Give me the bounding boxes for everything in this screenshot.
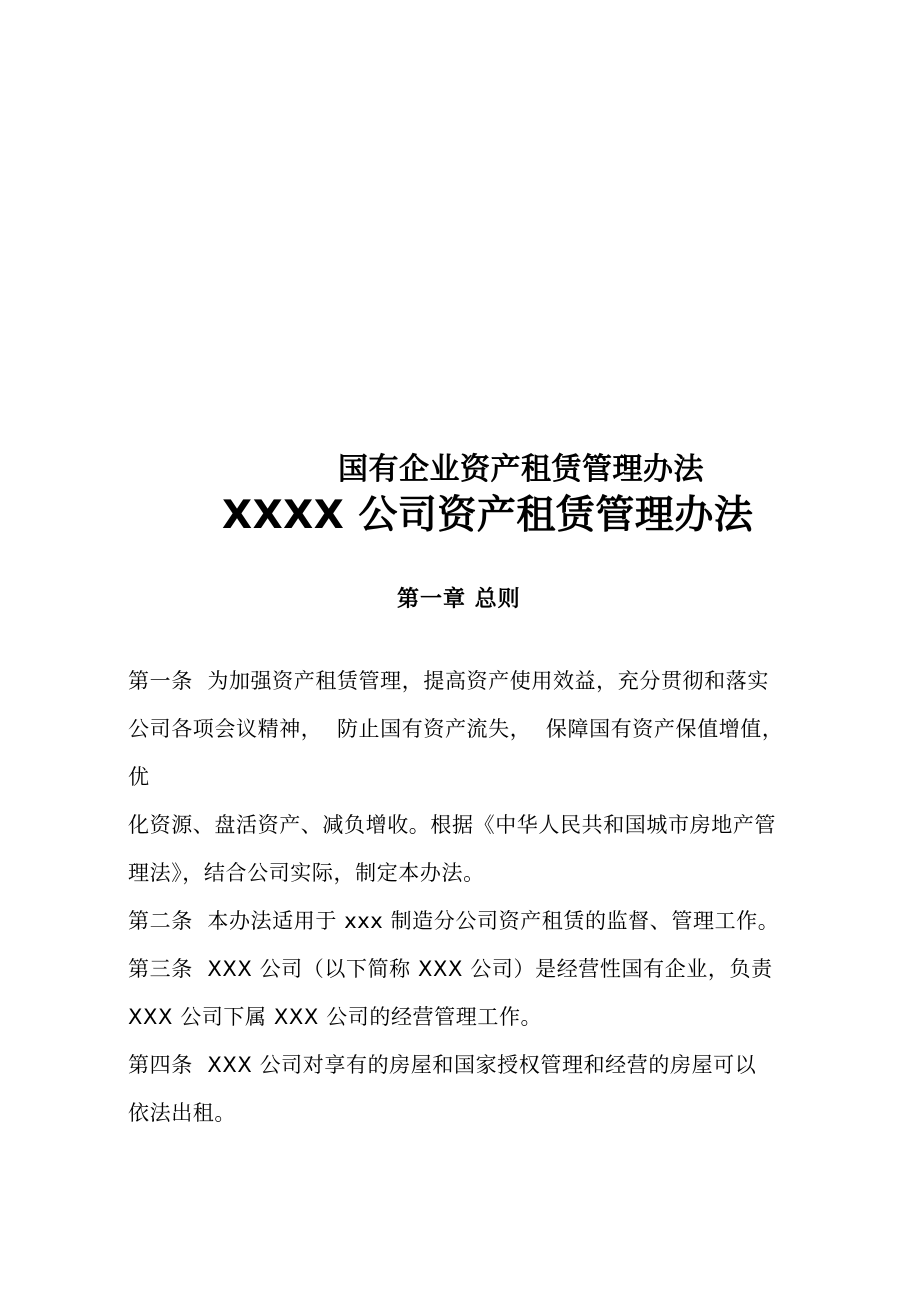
document-title-line2: XXXX 公司资产租赁管理办法 (222, 493, 754, 538)
body-line: 优 (128, 765, 150, 789)
body-line: 理法》，结合公司实际，制定本办法。 (128, 861, 485, 885)
body-line: 化资源、盘活资产、减负增收。根据《中华人民共和国城市房地产管 (128, 813, 776, 837)
chapter-heading: 第一章 总则 (397, 587, 521, 612)
body-line: XXX 公司下属 XXX 公司的经营管理工作。 (128, 1005, 543, 1029)
document-title-line1: 国有企业资产租赁管理办法 (338, 452, 704, 487)
body-line: 依法出租。 (128, 1101, 236, 1125)
body-line: 第二条 本办法适用于 xxx 制造分公司资产租赁的监督、管理工作。 (128, 909, 780, 933)
document-body (128, 657, 818, 1137)
body-line: 第三条 XXX 公司（以下简称 XXX 公司）是经营性国有企业，负责 (128, 957, 773, 981)
body-line: 第一条 为加强资产租赁管理，提高资产使用效益，充分贯彻和落实 (128, 669, 769, 693)
body-line: 第四条 XXX 公司对享有的房屋和国家授权管理和经营的房屋可以 (128, 1053, 757, 1077)
body-line: 公司各项会议精神， 防止国有资产流失， 保障国有资产保值增值， (128, 717, 784, 741)
